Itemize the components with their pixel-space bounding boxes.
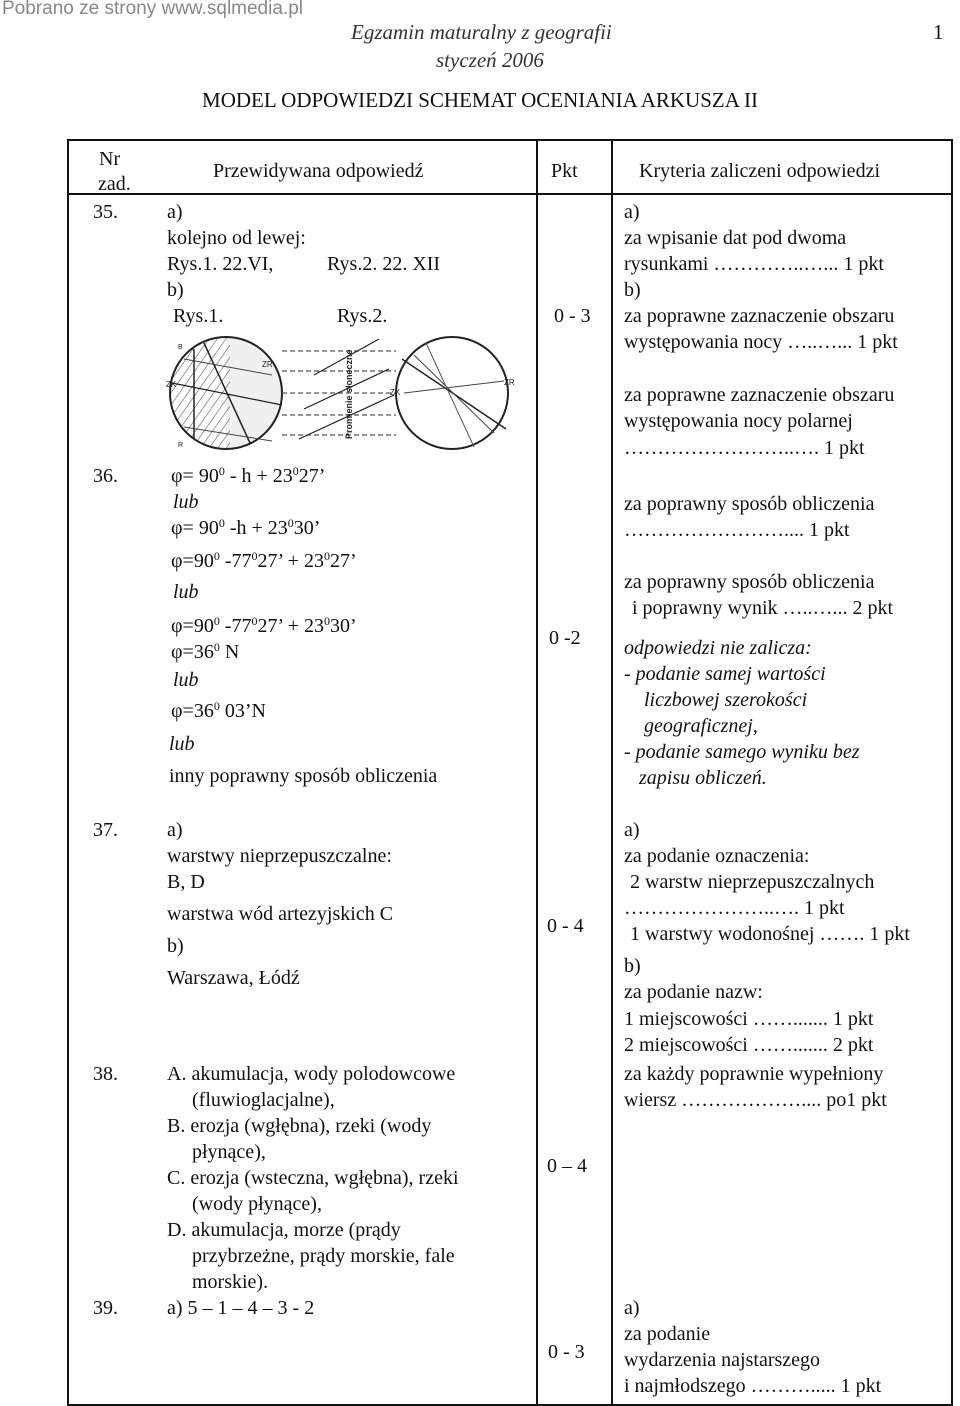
criteria-line: …………………….... 1 pkt xyxy=(624,519,850,541)
criteria-note: - podanie samej wartości xyxy=(624,663,826,685)
criteria-line: a) xyxy=(624,1297,640,1319)
answer-line: A. akumulacja, wody polodowcowe xyxy=(167,1063,456,1085)
criteria-line: za poprawny sposób obliczenia xyxy=(624,493,875,515)
earth-illumination-diagrams xyxy=(164,329,524,457)
column-header-nr: Nr xyxy=(99,148,121,170)
answer-line: morskie). xyxy=(192,1271,269,1293)
criteria-line: i najmłodszego ………..... 1 pkt xyxy=(624,1375,882,1397)
column-header-zad: zad. xyxy=(98,173,131,195)
criteria-line: za poprawne zaznaczenie obszaru xyxy=(624,305,895,327)
criteria-line: występowania nocy polarnej xyxy=(624,410,853,432)
column-divider xyxy=(536,141,538,1404)
or-separator: lub xyxy=(169,733,195,755)
header-divider xyxy=(69,193,951,195)
points-value: 0 - 3 xyxy=(548,1341,585,1363)
question-number: 35. xyxy=(93,201,118,223)
answer-line: inny poprawny sposób obliczenia xyxy=(169,765,438,787)
points-value: 0 -2 xyxy=(549,627,581,649)
exam-date: styczeń 2006 xyxy=(436,48,544,72)
criteria-line: rysunkami …………..…... 1 pkt xyxy=(624,253,884,275)
formula-line: $\varphi=36^0$ 03’N xyxy=(171,699,266,722)
points-value: 0 - 4 xyxy=(547,915,584,937)
formula-line: $\varphi=36^0$ N xyxy=(171,640,240,663)
answer-line: warstwa wód artezyjskich C xyxy=(167,903,394,925)
criteria-line: 1 warstwy wodonośnej ……. 1 pkt xyxy=(630,923,910,945)
criteria-note: odpowiedzi nie zalicza: xyxy=(624,637,812,659)
diagram-rys2 xyxy=(396,337,508,449)
answer-line: kolejno od lewej: xyxy=(167,227,306,249)
diagram-label: ZR xyxy=(504,378,515,387)
formula-line: $\varphi=90^0$ $-77^027$’ + $23^030$’ xyxy=(171,614,357,637)
answer-line: (fluwioglacjalne), xyxy=(192,1089,335,1111)
formula-line: $\varphi= 90^0$ $-h + 23^030$’ xyxy=(171,516,321,539)
criteria-line: i poprawny wynik …..…... 2 pkt xyxy=(632,597,894,619)
criteria-note: zapisu obliczeń. xyxy=(639,767,767,789)
answer-line: B. erozja (wgłębna), rzeki (wody xyxy=(167,1115,432,1137)
criteria-line: …………………..…. 1 pkt xyxy=(624,897,845,919)
answer-table xyxy=(67,139,953,1406)
points-value: 0 - 3 xyxy=(554,305,591,327)
answer-line: przybrzeżne, prądy morskie, fale xyxy=(192,1245,455,1267)
criteria-line: za poprawny sposób obliczenia xyxy=(624,571,875,593)
column-header-answer: Przewidywana odpowiedź xyxy=(213,160,424,182)
sun-rays-label: Promienie słoneczne xyxy=(344,349,354,439)
criteria-line: ……………………..…. 1 pkt xyxy=(624,437,865,459)
diagram-label: ZK xyxy=(166,380,177,389)
answer-line: b) xyxy=(167,279,184,301)
answer-line: Rys.2. xyxy=(337,305,388,327)
column-divider xyxy=(611,141,613,1404)
or-separator: lub xyxy=(173,669,199,691)
or-separator: lub xyxy=(173,581,199,603)
question-number: 39. xyxy=(93,1297,118,1319)
answer-line: Warszawa, Łódź xyxy=(167,967,300,989)
column-header-points: Pkt xyxy=(551,160,578,182)
answer-line: (wody płynące), xyxy=(192,1193,322,1215)
answer-line: warstwy nieprzepuszczalne: xyxy=(167,845,392,867)
criteria-line: za każdy poprawnie wypełniony xyxy=(624,1063,884,1085)
diagram-label: R xyxy=(178,442,184,449)
diagram-label: B xyxy=(178,344,183,351)
page-number: 1 xyxy=(933,20,944,44)
answer-line: C. erozja (wsteczna, wgłębna), rzeki xyxy=(167,1167,459,1189)
answer-line: a) xyxy=(167,819,183,841)
answer-line: B, D xyxy=(167,871,205,893)
answer-line: płynące), xyxy=(192,1141,266,1163)
criteria-line: a) xyxy=(624,201,640,223)
criteria-line: 2 warstw nieprzepuszczalnych xyxy=(630,871,875,893)
criteria-line: za wpisanie dat pod dwoma xyxy=(624,227,847,249)
question-number: 37. xyxy=(93,819,118,841)
formula-line: $\varphi= 90^0 - h + 23^027$’ xyxy=(171,464,326,487)
question-number: 38. xyxy=(93,1063,118,1085)
diagram-label: ZK xyxy=(390,388,401,397)
column-header-criteria: Kryteria zaliczeni odpowiedzi xyxy=(639,160,880,182)
criteria-line: wiersz ……………….... po1 pkt xyxy=(624,1089,887,1111)
criteria-line: za poprawne zaznaczenie obszaru xyxy=(624,384,895,406)
answer-line: b) xyxy=(167,935,184,957)
criteria-line: a) xyxy=(624,819,640,841)
criteria-line: b) xyxy=(624,955,641,977)
question-number: 36. xyxy=(93,465,118,487)
answer-line: Rys.2. 22. XII xyxy=(327,253,441,275)
source-banner: Pobrano ze strony www.sqlmedia.pl xyxy=(2,0,303,19)
criteria-line: za podanie xyxy=(624,1323,711,1345)
criteria-line: wydarzenia najstarszego xyxy=(624,1349,821,1371)
criteria-note: - podanie samego wyniku bez xyxy=(624,741,860,763)
formula-line: $\varphi=90^0$ $-77^027$’ + $23^027$’ xyxy=(171,549,357,572)
criteria-line: za podanie nazw: xyxy=(624,981,763,1003)
answer-line: Rys.1. 22.VI, xyxy=(167,253,274,275)
answer-line: Rys.1. xyxy=(173,305,224,327)
page-title: MODEL ODPOWIEDZI SCHEMAT OCENIANIA ARKUSZA II xyxy=(202,88,758,112)
criteria-line: 2 miejscowości ……....... 2 pkt xyxy=(624,1034,874,1056)
or-separator: lub xyxy=(173,491,199,513)
exam-name: Egzamin maturalny z geografii xyxy=(351,20,612,44)
points-value: 0 – 4 xyxy=(547,1155,587,1177)
diagram-label: ZR xyxy=(262,360,273,369)
answer-line: D. akumulacja, morze (prądy xyxy=(167,1219,401,1241)
criteria-line: za podanie oznaczenia: xyxy=(624,845,810,867)
criteria-note: liczbowej szerokości xyxy=(644,689,808,711)
criteria-line: 1 miejscowości ……....... 1 pkt xyxy=(624,1008,874,1030)
answer-line: a) xyxy=(167,201,183,223)
criteria-line: występowania nocy …..…... 1 pkt xyxy=(624,331,898,353)
criteria-note: geograficznej, xyxy=(644,715,758,737)
answer-line: a) 5 – 1 – 4 – 3 - 2 xyxy=(167,1297,315,1319)
criteria-line: b) xyxy=(624,279,641,301)
